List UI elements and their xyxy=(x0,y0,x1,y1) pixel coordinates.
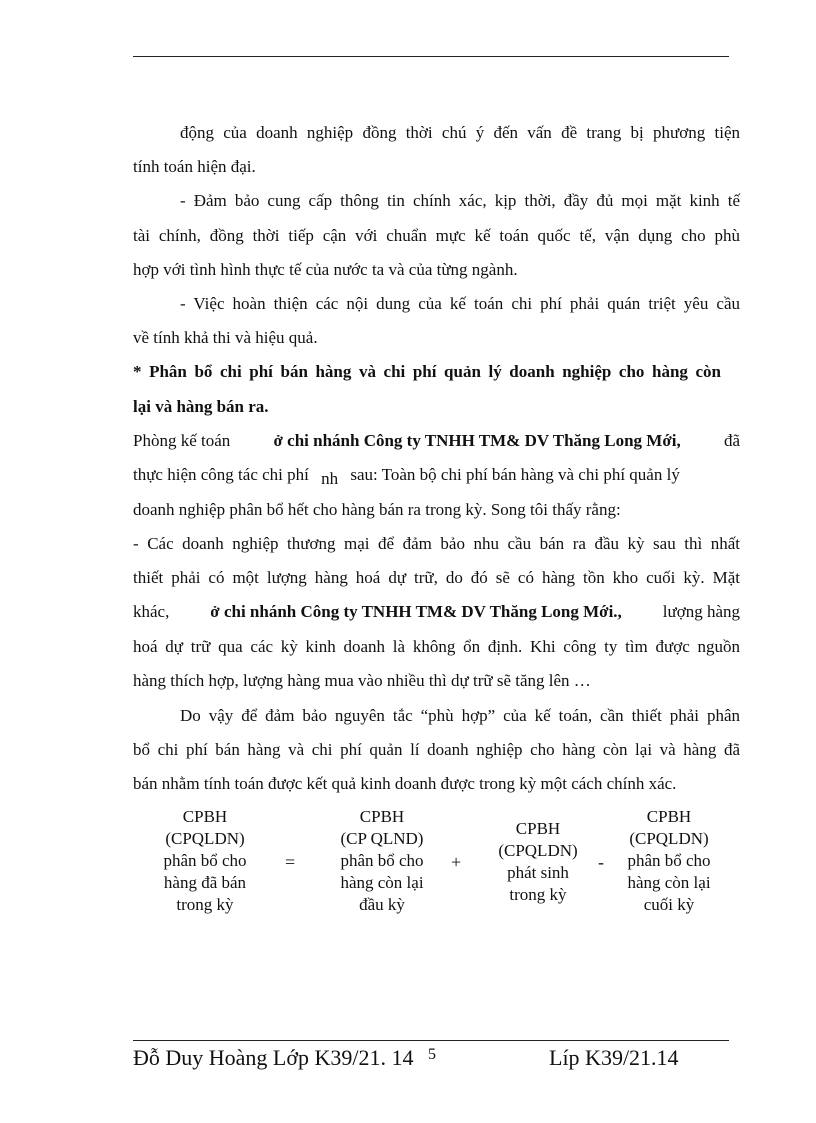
formula-line: CPBH xyxy=(515,819,561,838)
text-span: khác, xyxy=(133,602,170,621)
text-line: động của doanh nghiệp đồng thời chú ý đến vấn đề trang bị phương tiện xyxy=(180,123,740,142)
text-span: thực hiện công tác chi phí xyxy=(133,465,309,484)
page-number: 5 xyxy=(428,1046,436,1063)
section-heading: * Phân bổ chi phí bán hàng và chi phí quản lý doanh nghiệp cho hàng còn xyxy=(133,362,721,381)
text-line xyxy=(133,464,740,486)
text-line: - Các doanh nghiệp thương mại để đảm bảo nhu cầu bán ra đầu kỳ sau thì nhất xyxy=(133,534,740,553)
formula-line: hàng còn lại xyxy=(340,873,424,892)
text-span: Phòng kế toán xyxy=(133,431,231,450)
formula-line: hàng còn lại xyxy=(627,873,711,892)
header-rule xyxy=(133,56,729,57)
formula-line: CPBH xyxy=(646,807,692,826)
section-heading: lại và hàng bán ra. xyxy=(133,397,269,416)
equals-sign: = xyxy=(285,852,296,872)
text-span: đã xyxy=(723,431,740,450)
text-span: lượng hàng xyxy=(662,602,740,621)
text-line: bổ chi phí bán hàng và chi phí quản lí doanh nghiệp cho hàng còn lại và hàng đã xyxy=(133,740,740,759)
text-line: thiết phải có một lượng hàng hoá dự trữ, do đó sẽ có hàng tồn kho cuối kỳ. Mặt xyxy=(133,568,740,587)
text-line: hoá dự trữ qua các kỳ kinh doanh là không ổn định. Khi công ty tìm được nguồn xyxy=(133,637,740,656)
company-name: ở chi nhánh Công ty TNHH TM& DV Thăng Long Mới., xyxy=(210,602,622,621)
formula-term-incurred xyxy=(478,818,598,906)
formula-term-closing xyxy=(609,806,729,916)
text-line: - Đảm bảo cung cấp thông tin chính xác, kịp thời, đầy đủ mọi mặt kinh tế xyxy=(180,191,740,210)
footer-class: Líp K39/21.14 xyxy=(549,1045,679,1070)
formula-line: hàng đã bán xyxy=(163,873,247,892)
formula-line: cuối kỳ xyxy=(643,895,695,914)
formula-term-opening xyxy=(322,806,442,916)
footer-rule xyxy=(133,1040,729,1041)
formula-line: (CP QLND) xyxy=(340,829,424,848)
company-name: ở chi nhánh Công ty TNHH TM& DV Thăng Long Mới, xyxy=(273,431,681,450)
formula-line: (CPQLDN) xyxy=(165,829,245,848)
plus-sign: + xyxy=(451,852,462,872)
formula-line: phân bổ cho xyxy=(163,851,247,870)
minus-sign: - xyxy=(598,852,604,872)
footer-author: Đỗ Duy Hoàng Lớp K39/21. 14 xyxy=(133,1045,414,1070)
formula-line: (CPQLDN) xyxy=(629,829,709,848)
text-line: tài chính, đồng thời tiếp cận với chuẩn mực kế toán quốc tế, vận dụng cho phù xyxy=(133,226,740,245)
formula-line: phân bổ cho xyxy=(627,851,711,870)
formula-line: phân bổ cho xyxy=(340,851,424,870)
text-span: sau: Toàn bộ chi phí bán hàng và chi phí quản lý xyxy=(350,465,680,484)
formula-line: trong kỳ xyxy=(509,885,567,904)
text-line: hợp với tình hình thực tế của nước ta và của từng ngành. xyxy=(133,260,518,279)
text-line: Do vậy để đảm bảo nguyên tắc “phù hợp” của kế toán, cần thiết phải phân xyxy=(180,706,740,725)
formula-term-sold xyxy=(145,806,265,916)
text-line: hàng thích hợp, lượng hàng mua vào nhiều thì dự trữ sẽ tăng lên … xyxy=(133,671,591,690)
text-line: về tính khả thi và hiệu quả. xyxy=(133,328,318,347)
formula-line: phát sinh xyxy=(507,863,569,882)
text-span: nh xyxy=(321,469,339,488)
text-line xyxy=(133,601,740,623)
text-line: doanh nghiệp phân bổ hết cho hàng bán ra trong kỳ. Song tôi thấy rằng: xyxy=(133,500,621,519)
formula-line: CPBH xyxy=(359,807,405,826)
text-line: bán nhằm tính toán được kết quả kinh doanh được trong kỳ một cách chính xác. xyxy=(133,774,677,793)
formula-line: đầu kỳ xyxy=(359,895,405,914)
text-line: - Việc hoàn thiện các nội dung của kế toán chi phí phải quán triệt yêu cầu xyxy=(180,294,740,313)
formula-line: (CPQLDN) xyxy=(498,841,578,860)
formula-line: trong kỳ xyxy=(176,895,234,914)
text-line: tính toán hiện đại. xyxy=(133,157,256,176)
formula-line: CPBH xyxy=(182,807,228,826)
text-line xyxy=(133,430,740,452)
